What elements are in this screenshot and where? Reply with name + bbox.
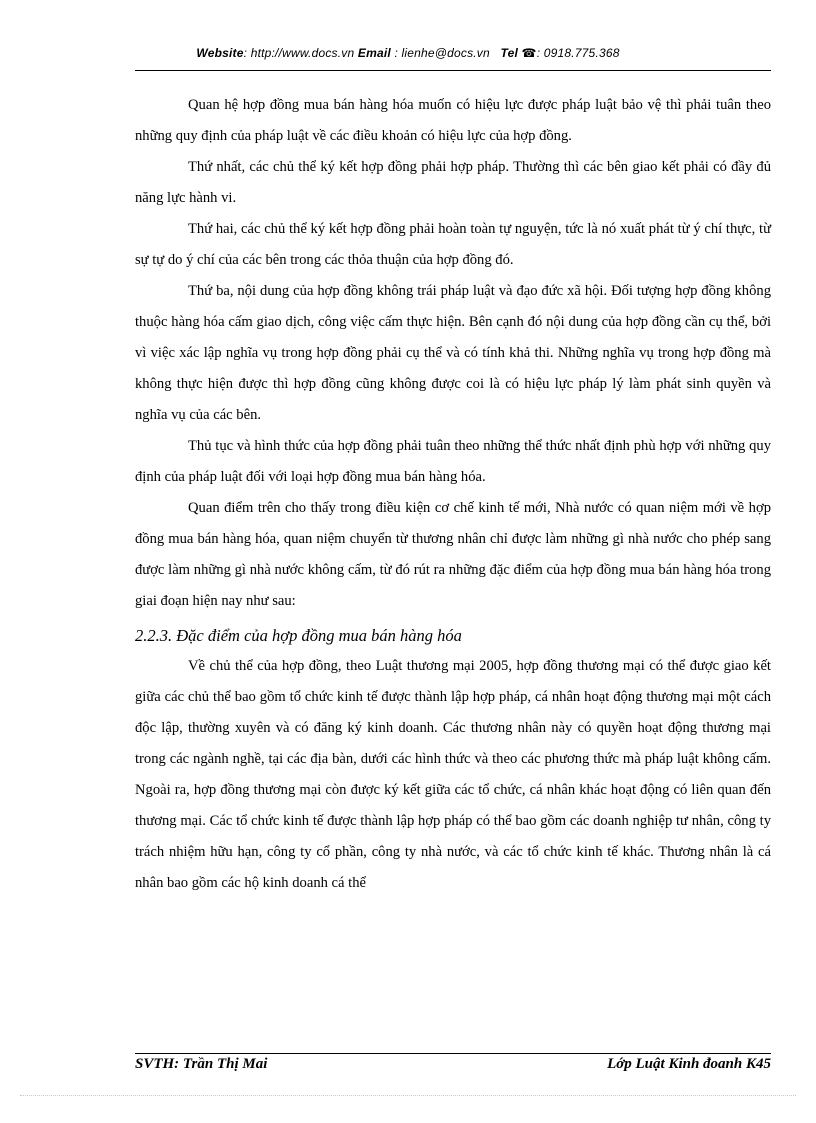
website-url[interactable]: : http://www.docs.vn [243,46,355,60]
document-body [135,90,771,899]
footer-divider [135,1053,771,1054]
phone-number: : 0918.775.368 [536,46,620,60]
paragraph: Quan điểm trên cho thấy trong điều kiện cơ chế kinh tế mới, Nhà nước có quan niệm mới về hợp đồng mua bán hàng hóa, quan niệm chuyển từ thương nhân chỉ được làm những gì nhà nước cho phép sang được làm những gì nhà nước không cấm, từ đó rút ra những đặc điểm của hợp đồng mua bán hàng hóa trong giai đoạn hiện nay như sau: [135,500,771,609]
page-footer [135,1056,771,1073]
paragraph: Quan hệ hợp đồng mua bán hàng hóa muốn có hiệu lực được pháp luật bảo vệ thì phải tuân theo những quy định của pháp luật về các điều khoản có hiệu lực của hợp đồng. [135,97,771,144]
section-heading: 2.2.3. Đặc điểm của hợp đồng mua bán hàng hóa [135,626,462,645]
paragraph: Thứ nhất, các chủ thể ký kết hợp đồng phải hợp pháp. Thường thì các bên giao kết phải có đầy đủ năng lực hành vi. [135,159,771,206]
tel-label: Tel [500,46,518,60]
website-label: Website [196,46,244,60]
class-name: Lớp Luật Kinh đoanh K45 [607,1056,771,1072]
email-address[interactable]: : lienhe@docs.vn [394,46,490,60]
student-name: SVTH: Trần Thị Mai [135,1056,268,1072]
page-header [0,46,816,60]
paragraph: Thứ ba, nội dung của hợp đồng không trái pháp luật và đạo đức xã hội. Đối tượng hợp đồng không thuộc hàng hóa cấm giao dịch, công việc cấm thực hiện. Bên cạnh đó nội dung của hợp đồng cần cụ thể, bởi vì việc xác lập nghĩa vụ trong hợp đồng phải cụ thể và có tính khả thi. Những nghĩa vụ trong hợp đồng mà không thực hiện được thì hợp đồng cũng không được coi là có hiệu lực pháp lý làm phát sinh quyền và nghĩa vụ của các bên. [135,283,771,423]
header-divider [135,70,771,71]
paragraph: Thứ hai, các chủ thể ký kết hợp đồng phải hoàn toàn tự nguyện, tức là nó xuất phát từ ý chí thực, từ sự tự do ý chí của các bên trong các thỏa thuận của hợp đồng đó. [135,221,771,268]
paragraph: Thủ tục và hình thức của hợp đồng phải tuân theo những thể thức nhất định phù hợp với những quy định của pháp luật đối với loại hợp đồng mua bán hàng hóa. [135,438,771,485]
phone-icon: ☎ [521,46,537,60]
email-label: Email [357,46,391,60]
page-bottom-border [20,1095,796,1096]
paragraph: Về chủ thể của hợp đồng, theo Luật thương mại 2005, hợp đồng thương mại có thể được giao kết giữa các chủ thể bao gồm tổ chức kinh tế được thành lập hợp pháp, cá nhân hoạt động thương mại một cách độc lập, thường xuyên và có đăng ký kinh doanh. Các thương nhân này có quyền hoạt động thương mại trong các ngành nghề, tại các địa bàn, dưới các hình thức và theo các phương thức mà pháp luật không cấm. Ngoài ra, hợp đồng thương mại còn được ký kết giữa các tổ chức, cá nhân khác hoạt động có liên quan đến thương mại. Các tổ chức kinh tế được thành lập hợp pháp có thể bao gồm các doanh nghiệp tư nhân, công ty trách nhiệm hữu hạn, công ty cổ phần, công ty nhà nước, và các tổ chức kinh tế khác. Thương nhân là cá nhân bao gồm các hộ kinh doanh cá thể [135,658,771,891]
